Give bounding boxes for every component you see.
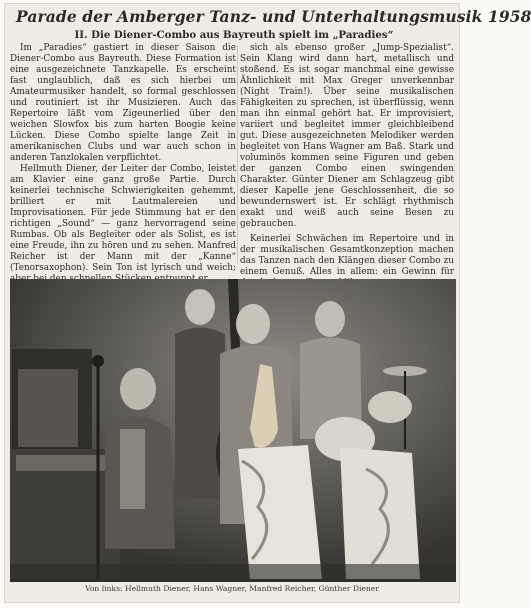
article-column-left [10,43,236,285]
paragraph: Im „Paradies“ gastiert in dieser Saison die Diener-Combo aus Bayreuth. Diese Formation ist eine ausgezeichnete Tanzkapelle. Es erscheint fast unglaublich, daß es sich hierbei um Amateurmusiker handelt, so formal geschlossen und routiniert ist ihr Musizieren. Auch das Repertoire läßt vom Zigeunerlied über den weichen Slowfox bis zum harten Boogie keine Lücken. Diese Combo spielte lange Zeit in amerikanischen Clubs und war auch schon in anderen Tanzlokalen verpflichtet. [10,43,236,163]
paragraph: Keinerlei Schwächen im Repertoire und in der musikalischen Gesamtkonzeption machen das Tanzen nach den Klängen dieser Combo zu einem Genuß. Alles in allem: ein Gewinn für [240,234,454,277]
pianist-figure [120,368,156,410]
saxophonist-figure [236,304,270,344]
subheadline: II. Die Diener-Combo aus Bayreuth spielt im „Paradies“ [74,29,394,41]
photo-caption: Von links: Hellmuth Diener, Hans Wagner, Manfred Reicher, Günther Diener [85,584,379,593]
headline: Parade der Amberger Tanz- und Unterhaltungsmusik 1958 [16,7,531,26]
tom-drum [368,391,412,423]
drummer-figure [315,301,345,337]
paragraph: Hellmuth Diener, der Leiter der Combo, leistet am Klavier eine ganz große Partie. Durch keinerlei technische Schwierigkeiten gehemmt, brilliert er mit Lautmalereien und Improvisationen. Für jede Stimmung hat er den richtigen „Sound“ — ganz hervorragend seine Rumbas. Ob als Begleiter oder als Solist, es ist eine Freude, ihn zu hören und zu sehen. Manfred Reicher ist der Mann mit der „Kanne“ (Tenorsaxophon). Sein Ton ist lyrisch und weich; [10,164,236,273]
column-divider [237,45,238,263]
newspaper-clipping [4,3,531,603]
music-stand-right [340,447,420,579]
band-photo [10,279,456,582]
bassist-figure [185,289,215,325]
article-column-right [240,43,454,289]
paragraph: sich als ebenso großer „Jump-Spezialist“. Sein Klang wird dann hart, metallisch und stoßend. Es ist sogar manchmal eine gewisse Ähnlichkeit mit Max Greger unverkennbar (Night Train!). Über seine musikalischen Fähigkeiten zu sprechen, ist überflüssig, wenn man ihn einmal gehört hat. Er improvisiert, variiert und begleitet immer gleichbleibend gut. Diese ausgezeichneten Melodiker werden begleitet von Hans Wagner am Baß. Stark und voluminös kommen seine Figuren und geben der ganzen Combo einen swingenden Charakter. Günter Diener am Schlagzeug gibt dieser Kapelle jene Geschlossenheit, die so bewundernswert ist. Er schlägt rhythmisch exakt und weiß auch seine Besen zu gebrauchen. [240,43,454,229]
band-photo-illustration [10,279,456,582]
